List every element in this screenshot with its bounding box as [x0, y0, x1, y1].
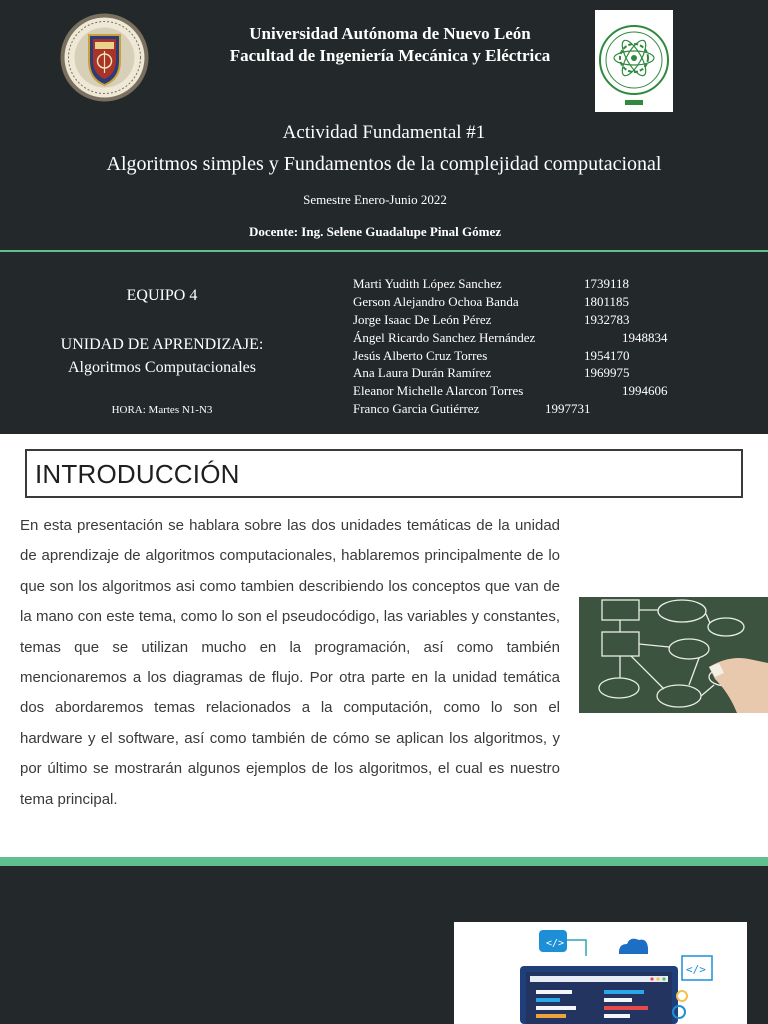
member-row — [353, 311, 753, 329]
member-id: 1969975 — [584, 365, 630, 381]
activity-title: Actividad Fundamental #1 — [282, 122, 486, 143]
member-id: 1932783 — [584, 311, 630, 327]
member-id: 1948834 — [622, 329, 668, 345]
cover-slide — [0, 0, 768, 434]
faculty-name: Facultad de Ingeniería Mecánica y Eléctrica — [229, 46, 551, 65]
team-name: EQUIPO 4 — [126, 287, 198, 304]
member-row — [353, 347, 753, 365]
intro-title: INTRODUCCIÓN — [35, 459, 240, 489]
semester-label: Semestre Enero-Junio 2022 — [303, 192, 447, 207]
member-name: Jesús Alberto Cruz Torres — [353, 347, 488, 363]
member-row — [353, 364, 753, 382]
member-row — [353, 382, 753, 400]
class-hour: HORA: Martes N1-N3 — [111, 404, 213, 416]
member-name: Eleanor Michelle Alarcon Torres — [353, 383, 524, 399]
teacher-label: Docente: Ing. Selene Guadalupe Pinal Gómez — [248, 224, 502, 239]
member-list — [353, 275, 753, 418]
member-name: Ana Laura Durán Ramírez — [353, 365, 492, 381]
member-name: Marti Yudith López Sanchez — [353, 276, 502, 291]
fime-seal-icon — [595, 10, 673, 112]
member-id: 1994606 — [622, 383, 668, 399]
uanl-seal-icon — [58, 13, 151, 102]
activity-subtitle: Algoritmos simples y Fundamentos de la complejidad computacional — [106, 153, 662, 175]
unit-name: Algoritmos Computacionales — [68, 359, 256, 376]
university-name: Universidad Autónoma de Nuevo León — [249, 24, 531, 43]
member-name: Jorge Isaac De León Pérez — [353, 311, 492, 327]
flowchart-chalkboard-icon — [579, 597, 768, 713]
member-id: 1801185 — [584, 293, 630, 309]
member-id: 1997731 — [545, 401, 591, 417]
member-row — [353, 275, 753, 293]
green-divider — [0, 857, 768, 866]
member-id: 1954170 — [584, 347, 630, 363]
member-name: Ángel Ricardo Sanchez Hernández — [353, 329, 536, 345]
svg-text:</>: </> — [686, 963, 706, 976]
member-row — [353, 329, 753, 347]
intro-title-box — [25, 449, 743, 498]
member-row — [353, 293, 753, 311]
section-divider — [0, 250, 768, 252]
svg-text:</>: </> — [546, 938, 565, 949]
member-name: Gerson Alejandro Ochoa Banda — [353, 293, 519, 309]
intro-paragraph: En esta presentación se hablara sobre las dos unidades temáticas de la unidad de aprendizaje de algoritmos computacionales, hablaremos principalmente de lo que son los algoritmos asi como tambien describiendo los conceptos que van de la mano con este tema, como lo son el pseudocódigo, las variables y constantes, temas que se utilizan mucho en la programación, así como también mencionaremos a los diagramas de flujo. Por otra parte en la unidad temática dos abordaremos temas relacionados a la computación, como lo son el hardware y el software, así como también de cómo se aplican los algoritmos, y por último se mostrarán algunos ejemplos de los algoritmos, el cual es nuestro tema principal. — [20, 517, 560, 808]
member-row — [353, 400, 753, 418]
unit-label: UNIDAD DE APRENDIZAJE: — [60, 336, 264, 353]
developer-laptop-icon — [454, 922, 747, 1024]
member-name: Franco Garcia Gutiérrez — [353, 401, 480, 417]
member-id: 1739118 — [584, 276, 630, 291]
